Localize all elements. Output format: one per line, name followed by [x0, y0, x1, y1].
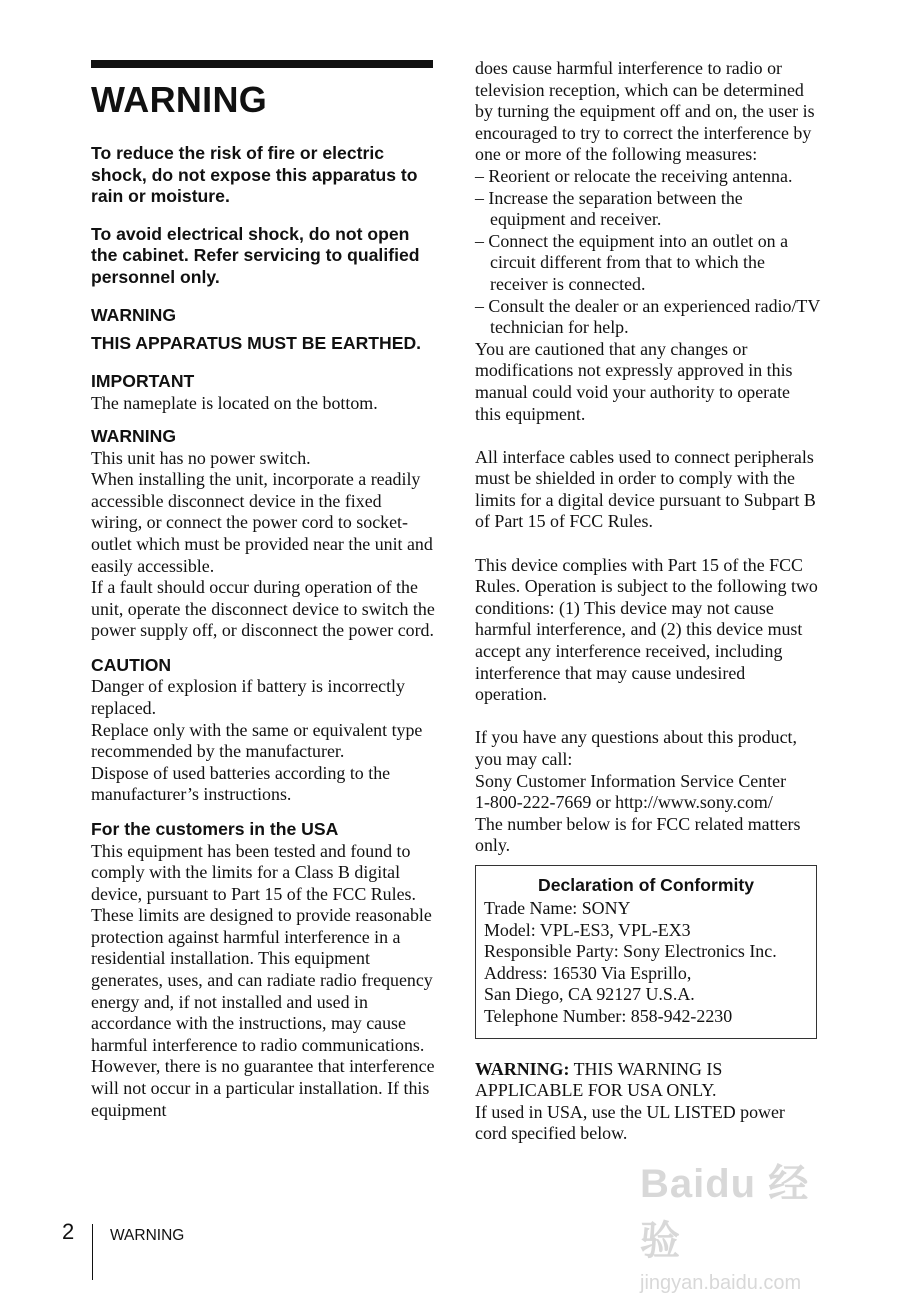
service-center: Sony Customer Information Service Center [475, 770, 787, 791]
watermark-url: jingyan.baidu.com [640, 1272, 802, 1294]
declaration-line: Model: VPL-ES3, VPL-EX3 [484, 919, 691, 940]
important-text: The nameplate is located on the bottom. [91, 392, 378, 413]
final-warning-para-2: If used in USA, use the UL LISTED power cord specified below. [475, 1101, 785, 1144]
declaration-line: Telephone Number: 858-942-2230 [484, 1005, 733, 1026]
intro-warning-2: To avoid electrical shock, do not open the cabinet. Refer servicing to qualified personnel only. [91, 223, 420, 287]
page-title: WARNING [91, 79, 268, 120]
complies-para: This device complies with Part 15 of the FCC Rules. Operation is subject to the following two conditions: (1) This device may not cause harmful interference, and (2) this device must accept any interference received, including interference that may cause undesired operation. [475, 554, 818, 705]
warning-2-body [91, 448, 436, 642]
warning-2-para-3: If a fault should occur during operation of the unit, operate the disconnect device to switch the power supply off, or disconnect the power cord. [91, 577, 435, 641]
caution-para-1: Danger of explosion if battery is incorrectly replaced. [91, 676, 405, 719]
measure-item: – Connect the equipment into an outlet on a circuit different from that to which the receiver is connected. [475, 230, 789, 294]
caution-heading: CAUTION [91, 654, 172, 675]
usa-heading: For the customers in the USA [91, 819, 339, 839]
caution-para-3: Dispose of used batteries according to the manufacturer’s instructions. [91, 762, 391, 805]
cables-para: All interface cables used to connect peripherals must be shielded in order to comply with the limits for a digital device pursuant to Subpart B of Part 15 of FCC Rules. [475, 446, 816, 532]
warning-2-para-2: When installing the unit, incorporate a readily accessible disconnect device in the fixed wiring, or connect the power cord to socket-outlet which must be provided near the unit and easily accessible. [91, 469, 433, 576]
left-column [91, 60, 436, 1121]
fcc-continued-para: does cause harmful interference to radio or television reception, which can be determined by turning the equipment off and on, the user is encouraged to try to correct the interference by one or more of the following measures: [475, 58, 815, 165]
service-phone: 1-800-222-7669 or http://www.sony.com/ [475, 792, 773, 813]
declaration-line: Responsible Party: Sony Electronics Inc. [484, 941, 777, 962]
caution-body [91, 676, 436, 806]
page-number: 2 [62, 1219, 75, 1244]
number-note: The number below is for FCC related matters only. [475, 813, 801, 856]
watermark [640, 1152, 850, 1294]
usa-para-1: This equipment has been tested and found to comply with the limits for a Class B digital device, pursuant to Part 15 of the FCC Rules. These limits are designed to provide reasonable protection against harmful interference in a residential installation. This equipment generates, uses, and can radiate radio frequency energy and, if not installed and used in accordance with the instructions, may cause harmful interference to radio communications. However, there is no guarantee that interference will not occur in a particular installation. If this equipment [91, 840, 435, 1120]
usa-body [91, 841, 436, 1122]
title-rule [91, 60, 433, 68]
footer-section-label: WARNING [110, 1227, 185, 1244]
final-warning-label: WARNING: [475, 1058, 570, 1079]
measure-item: – Reorient or relocate the receiving antenna. [475, 165, 793, 186]
important-heading: IMPORTANT [91, 371, 195, 391]
fcc-continued [475, 58, 820, 857]
final-warning-text: THIS WARNING IS APPLICABLE FOR USA ONLY. [475, 1058, 723, 1101]
warning-heading-2: WARNING [91, 426, 177, 447]
declaration-lines [484, 898, 808, 1028]
declaration-box [475, 865, 817, 1039]
measure-item: – Increase the separation between the equipment and receiver. [475, 187, 743, 230]
watermark-logo: Baidu 经验 [640, 1162, 810, 1263]
final-warning-para [475, 1059, 820, 1102]
cautioned-para: You are cautioned that any changes or modifications not expressly approved in this manual could void your authority to operate this equipment. [475, 338, 793, 424]
declaration-title: Declaration of Conformity [537, 874, 755, 895]
measure-item: – Consult the dealer or an experienced radio/TV technician for help. [475, 295, 820, 338]
final-warning [475, 1059, 820, 1145]
footer-divider [92, 1224, 93, 1280]
caution-para-2: Replace only with the same or equivalent type recommended by the manufacturer. [91, 719, 423, 762]
warning-earthed-text: THIS APPARATUS MUST BE EARTHED. [91, 332, 422, 353]
warning-2-para-1: This unit has no power switch. [91, 447, 311, 468]
right-column [475, 58, 820, 1145]
declaration-line: Address: 16530 Via Esprillo, [484, 962, 692, 983]
declaration-line: Trade Name: SONY [484, 897, 631, 918]
intro-warning-1: To reduce the risk of fire or electric shock, do not expose this apparatus to rain or moisture. [91, 143, 418, 206]
declaration-line: San Diego, CA 92127 U.S.A. [484, 984, 695, 1005]
questions-para: If you have any questions about this product, you may call: [475, 727, 797, 769]
warning-heading-1: WARNING [91, 305, 177, 325]
